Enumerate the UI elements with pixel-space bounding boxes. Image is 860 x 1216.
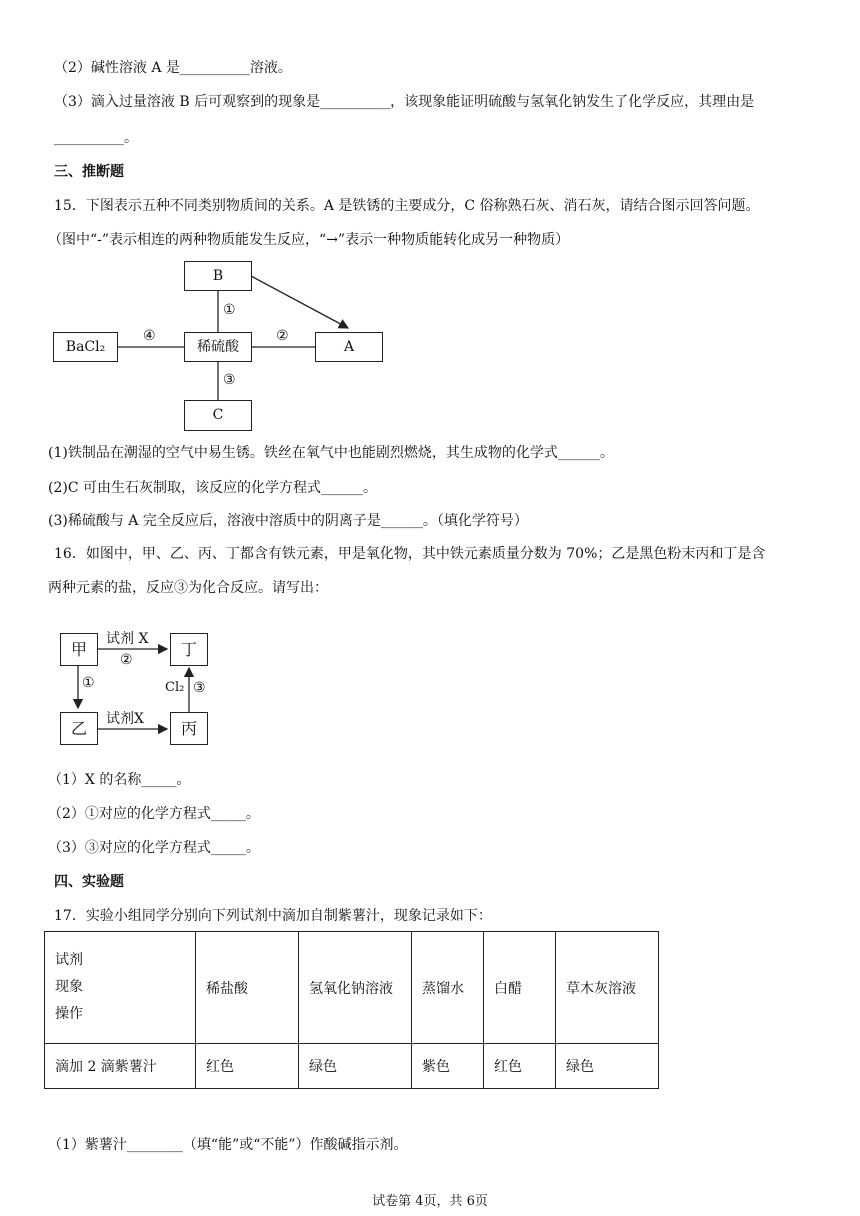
table-cell: 红色 xyxy=(484,1044,556,1089)
q16-reagent-x-top: 试剂 X xyxy=(106,631,149,647)
q15-question-2: (2)C 可由生石灰制取，该反应的化学方程式______。 xyxy=(48,480,377,496)
q15-box-c: C xyxy=(184,400,252,431)
q15-note: （图中“-”表示相连的两种物质能发生反应，“→”表示一种物质能转化成另一种物质） xyxy=(48,232,570,248)
q16-question-3: （3）③对应的化学方程式_____。 xyxy=(48,840,260,856)
q16-label-2: ② xyxy=(120,652,133,668)
q14-part3-line2: __________。 xyxy=(54,130,138,146)
table-header-cell: 蒸馏水 xyxy=(412,932,484,1044)
q16-question-1: （1）X 的名称_____。 xyxy=(48,772,191,788)
section-4-heading: 四、实验题 xyxy=(54,874,124,890)
table-header-cell: 草木灰溶液 xyxy=(556,932,659,1044)
q16-box-jia: 甲 xyxy=(60,633,98,666)
q15-label-1: ① xyxy=(223,302,236,318)
table-header-cell: 氢氧化钠溶液 xyxy=(299,932,412,1044)
page-footer: 试卷第 4页，共 6页 xyxy=(372,1194,488,1209)
q15-box-b: B xyxy=(184,261,252,291)
q15-box-bacl2: BaCl₂ xyxy=(53,332,118,362)
q15-box-a: A xyxy=(315,332,383,362)
q15-stem: 15．下图表示五种不同类别物质间的关系。A 是铁锈的主要成分，C 俗称熟石灰、消石灰，请结合图示回答问题。 xyxy=(54,198,760,214)
q16-reagent-x-bottom: 试剂X xyxy=(106,711,144,727)
corner-label-phenomenon: 现象 xyxy=(55,979,83,995)
q15-label-4: ④ xyxy=(143,328,156,344)
q17-results-table xyxy=(44,931,659,1089)
q14-part2: （2）碱性溶液 A 是__________溶液。 xyxy=(54,60,292,76)
q15-question-1: (1)铁制品在潮湿的空气中易生锈。铁丝在氧气中也能剧烈燃烧，其生成物的化学式______。 xyxy=(48,445,614,461)
corner-label-operation: 操作 xyxy=(55,1006,83,1022)
table-corner-cell xyxy=(45,932,196,1044)
q16-stem-line2: 两种元素的盐，反应③为化合反应。请写出： xyxy=(48,580,328,596)
q16-question-2: （2）①对应的化学方程式_____。 xyxy=(48,806,260,822)
q16-box-ding: 丁 xyxy=(170,633,208,666)
q15-label-3: ③ xyxy=(223,372,236,388)
q15-box-dilute-sulfuric-acid: 稀硫酸 xyxy=(184,332,252,362)
q15-question-3: (3)稀硫酸与 A 完全反应后，溶液中溶质中的阴离子是______。（填化学符号） xyxy=(48,513,528,529)
table-header-row xyxy=(45,932,659,1044)
corner-label-reagent: 试剂 xyxy=(55,952,83,968)
q17-question-1: （1）紫薯汁________（填“能”或“不能”）作酸碱指示剂。 xyxy=(48,1137,408,1153)
table-header-cell: 白醋 xyxy=(484,932,556,1044)
q16-cl2-label: Cl₂ xyxy=(165,680,185,695)
section-3-heading: 三、推断题 xyxy=(54,164,124,180)
q14-part3-line1: （3）滴入过量溶液 B 后可观察到的现象是__________，该现象能证明硫酸与氢氧化钠发生了化学反应，其理由是 xyxy=(54,94,755,110)
table-cell: 绿色 xyxy=(299,1044,412,1089)
q17-stem: 17．实验小组同学分别向下列试剂中滴加自制紫薯汁，现象记录如下： xyxy=(54,908,492,924)
table-cell: 红色 xyxy=(196,1044,299,1089)
table-row-label: 滴加 2 滴紫薯汁 xyxy=(45,1044,196,1089)
q15-label-2: ② xyxy=(276,328,289,344)
q16-label-1: ① xyxy=(82,675,95,691)
table-header-cell: 稀盐酸 xyxy=(196,932,299,1044)
q16-box-bing: 丙 xyxy=(170,712,208,745)
table-cell: 绿色 xyxy=(556,1044,659,1089)
q16-box-yi: 乙 xyxy=(60,712,98,745)
table-cell: 紫色 xyxy=(412,1044,484,1089)
q16-stem-line1: 16．如图中，甲、乙、丙、丁都含有铁元素，甲是氧化物，其中铁元素质量分数为 70%；乙是黑色粉末丙和丁是含 xyxy=(54,546,766,562)
table-row xyxy=(45,1044,659,1089)
q16-label-3: ③ xyxy=(193,680,206,696)
